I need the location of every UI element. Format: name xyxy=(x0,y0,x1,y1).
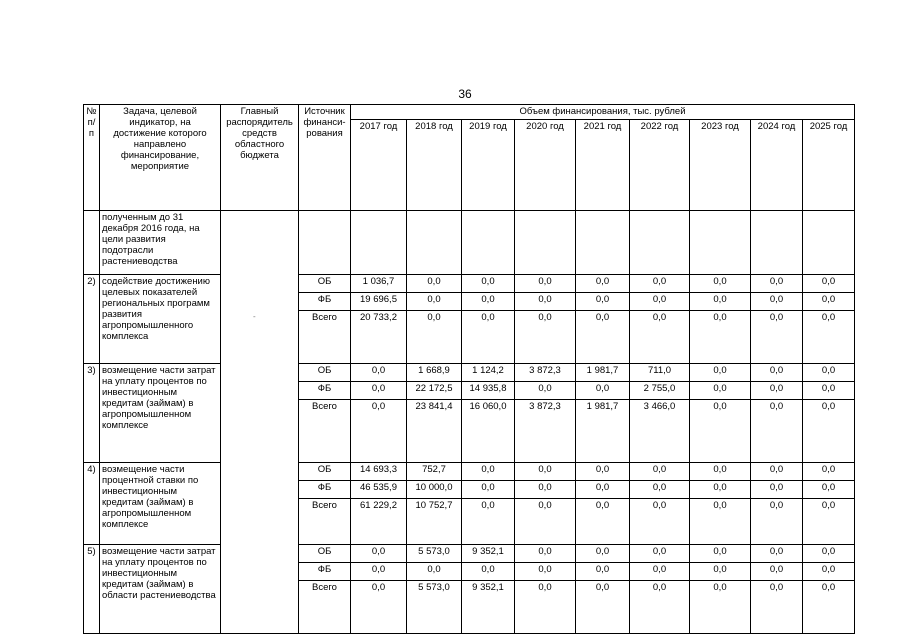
header-year: 2025 год xyxy=(803,120,855,211)
year-value: 752,7 xyxy=(407,463,462,481)
financing-table xyxy=(83,104,855,634)
table-row xyxy=(84,463,855,481)
funding-source: ФБ xyxy=(299,481,351,499)
year-value: 0,0 xyxy=(803,382,855,400)
continuation-num xyxy=(84,211,100,275)
header-year: 2017 год xyxy=(351,120,407,211)
year-value: 0,0 xyxy=(407,311,462,364)
year-value: 0,0 xyxy=(803,400,855,463)
header-year: 2023 год xyxy=(690,120,751,211)
year-value: 23 841,4 xyxy=(407,400,462,463)
table-row xyxy=(84,275,855,293)
row-number: 2) xyxy=(84,275,100,364)
year-value: 0,0 xyxy=(630,563,690,581)
continuation-value xyxy=(462,211,515,275)
year-value: 1 124,2 xyxy=(462,364,515,382)
year-value: 10 752,7 xyxy=(407,499,462,545)
year-value: 0,0 xyxy=(751,581,803,634)
year-value: 0,0 xyxy=(751,364,803,382)
year-value: 5 573,0 xyxy=(407,545,462,563)
admin-dash-mark: - xyxy=(253,312,256,321)
year-value: 0,0 xyxy=(462,311,515,364)
year-value: 1 036,7 xyxy=(351,275,407,293)
year-value: 0,0 xyxy=(803,481,855,499)
funding-source: ФБ xyxy=(299,563,351,581)
year-value: 0,0 xyxy=(630,311,690,364)
continuation-value xyxy=(751,211,803,275)
year-value: 3 872,3 xyxy=(515,400,576,463)
year-value: 1 668,9 xyxy=(407,364,462,382)
year-value: 0,0 xyxy=(576,581,630,634)
continuation-value xyxy=(576,211,630,275)
year-value: 0,0 xyxy=(630,293,690,311)
year-value: 0,0 xyxy=(690,311,751,364)
year-value: 0,0 xyxy=(690,481,751,499)
funding-source: ФБ xyxy=(299,293,351,311)
header-year: 2020 год xyxy=(515,120,576,211)
header-year: 2018 год xyxy=(407,120,462,211)
year-value: 0,0 xyxy=(630,499,690,545)
year-value: 0,0 xyxy=(690,499,751,545)
funding-source: Всего xyxy=(299,311,351,364)
year-value: 9 352,1 xyxy=(462,545,515,563)
year-value: 0,0 xyxy=(515,545,576,563)
year-value: 0,0 xyxy=(351,563,407,581)
table-row xyxy=(84,364,855,382)
year-value: 0,0 xyxy=(751,382,803,400)
year-value: 5 573,0 xyxy=(407,581,462,634)
year-value: 0,0 xyxy=(351,581,407,634)
continuation-value xyxy=(407,211,462,275)
year-value: 0,0 xyxy=(576,563,630,581)
year-value: 0,0 xyxy=(576,382,630,400)
funding-source: Всего xyxy=(299,400,351,463)
year-value: 0,0 xyxy=(462,463,515,481)
year-value: 0,0 xyxy=(630,545,690,563)
year-value: 711,0 xyxy=(630,364,690,382)
continuation-value xyxy=(630,211,690,275)
continuation-value xyxy=(351,211,407,275)
year-value: 16 060,0 xyxy=(462,400,515,463)
year-value: 0,0 xyxy=(630,581,690,634)
row-task: возмещение части затрат на уплату процентов по инвестиционным кредитам (займам) в агропромышленном комплексе xyxy=(100,364,221,463)
year-value: 0,0 xyxy=(462,499,515,545)
funding-source: Всего xyxy=(299,581,351,634)
row-number: 3) xyxy=(84,364,100,463)
header-funding: Объем финансирования, тыс. рублей xyxy=(351,105,855,120)
year-value: 61 229,2 xyxy=(351,499,407,545)
year-value: 0,0 xyxy=(630,463,690,481)
year-value: 0,0 xyxy=(407,563,462,581)
table-row xyxy=(84,545,855,563)
year-value: 0,0 xyxy=(751,311,803,364)
year-value: 0,0 xyxy=(576,499,630,545)
year-value: 20 733,2 xyxy=(351,311,407,364)
year-value: 0,0 xyxy=(751,563,803,581)
year-value: 0,0 xyxy=(576,293,630,311)
row-task: возмещение части затрат на уплату процентов по инвестиционным кредитам (займам) в области растениеводства xyxy=(100,545,221,634)
year-value: 0,0 xyxy=(515,382,576,400)
funding-source: ОБ xyxy=(299,463,351,481)
year-value: 10 000,0 xyxy=(407,481,462,499)
year-value: 0,0 xyxy=(351,400,407,463)
year-value: 0,0 xyxy=(351,364,407,382)
row-number: 5) xyxy=(84,545,100,634)
funding-source: Всего xyxy=(299,499,351,545)
header-admin: Главный распорядитель средств областного бюджета xyxy=(221,105,299,211)
year-value: 0,0 xyxy=(407,275,462,293)
year-value: 0,0 xyxy=(515,581,576,634)
year-value: 0,0 xyxy=(803,545,855,563)
year-value: 0,0 xyxy=(576,463,630,481)
year-value: 0,0 xyxy=(515,463,576,481)
year-value: 0,0 xyxy=(690,400,751,463)
continuation-value xyxy=(690,211,751,275)
year-value: 19 696,5 xyxy=(351,293,407,311)
continuation-value xyxy=(803,211,855,275)
year-value: 2 755,0 xyxy=(630,382,690,400)
year-value: 0,0 xyxy=(751,400,803,463)
year-value: 0,0 xyxy=(630,481,690,499)
header-year: 2021 год xyxy=(576,120,630,211)
year-value: 14 935,8 xyxy=(462,382,515,400)
funding-source: ОБ xyxy=(299,364,351,382)
year-value: 0,0 xyxy=(576,275,630,293)
admin-cell xyxy=(221,211,299,634)
header-row xyxy=(84,105,855,120)
continuation-value xyxy=(515,211,576,275)
year-value: 0,0 xyxy=(690,545,751,563)
year-value: 0,0 xyxy=(515,275,576,293)
year-value: 46 535,9 xyxy=(351,481,407,499)
funding-source: ОБ xyxy=(299,545,351,563)
year-value: 0,0 xyxy=(690,581,751,634)
year-value: 0,0 xyxy=(462,563,515,581)
header-task: Задача, целевой индикатор, на достижение которого направлено финансирование, мероприятие xyxy=(100,105,221,211)
header-year: 2022 год xyxy=(630,120,690,211)
header-year: 2024 год xyxy=(751,120,803,211)
continuation-task: полученным до 31 декабря 2016 года, на цели развития подотрасли растениеводства xyxy=(100,211,221,275)
header-num: № п/п xyxy=(84,105,100,211)
year-value: 0,0 xyxy=(803,364,855,382)
year-value: 0,0 xyxy=(576,481,630,499)
row-number: 4) xyxy=(84,463,100,545)
year-value: 0,0 xyxy=(690,463,751,481)
year-value: 0,0 xyxy=(576,311,630,364)
year-value: 0,0 xyxy=(462,481,515,499)
funding-source: ФБ xyxy=(299,382,351,400)
year-value: 3 466,0 xyxy=(630,400,690,463)
year-value: 0,0 xyxy=(515,499,576,545)
year-value: 0,0 xyxy=(462,293,515,311)
year-value: 14 693,3 xyxy=(351,463,407,481)
continuation-row xyxy=(84,211,855,275)
year-value: 0,0 xyxy=(462,275,515,293)
year-value: 0,0 xyxy=(515,293,576,311)
year-value: 0,0 xyxy=(803,563,855,581)
year-value: 0,0 xyxy=(803,581,855,634)
year-value: 0,0 xyxy=(576,545,630,563)
year-value: 0,0 xyxy=(751,545,803,563)
year-value: 0,0 xyxy=(751,499,803,545)
row-task: возмещение части процентной ставки по инвестиционным кредитам (займам) в агропромышленном комплексе xyxy=(100,463,221,545)
year-value: 0,0 xyxy=(803,311,855,364)
year-value: 0,0 xyxy=(515,311,576,364)
year-value: 0,0 xyxy=(803,463,855,481)
page-number: 36 xyxy=(458,87,472,101)
year-value: 0,0 xyxy=(690,293,751,311)
year-value: 0,0 xyxy=(407,293,462,311)
year-value: 0,0 xyxy=(690,275,751,293)
year-value: 0,0 xyxy=(690,364,751,382)
year-value: 0,0 xyxy=(690,563,751,581)
continuation-source xyxy=(299,211,351,275)
year-value: 0,0 xyxy=(351,545,407,563)
row-task: содействие достижению целевых показателей региональных программ развития агропромышленного комплекса xyxy=(100,275,221,364)
year-value: 0,0 xyxy=(515,481,576,499)
year-value: 0,0 xyxy=(351,382,407,400)
year-value: 9 352,1 xyxy=(462,581,515,634)
year-value: 0,0 xyxy=(751,463,803,481)
year-value: 0,0 xyxy=(751,275,803,293)
year-value: 0,0 xyxy=(803,293,855,311)
year-value: 1 981,7 xyxy=(576,400,630,463)
year-value: 0,0 xyxy=(803,499,855,545)
year-value: 22 172,5 xyxy=(407,382,462,400)
year-value: 0,0 xyxy=(690,382,751,400)
year-value: 0,0 xyxy=(803,275,855,293)
year-value: 3 872,3 xyxy=(515,364,576,382)
header-year: 2019 год xyxy=(462,120,515,211)
year-value: 0,0 xyxy=(630,275,690,293)
header-source: Источник финанси-рования xyxy=(299,105,351,211)
year-value: 1 981,7 xyxy=(576,364,630,382)
year-value: 0,0 xyxy=(751,481,803,499)
year-value: 0,0 xyxy=(515,563,576,581)
year-value: 0,0 xyxy=(751,293,803,311)
funding-source: ОБ xyxy=(299,275,351,293)
